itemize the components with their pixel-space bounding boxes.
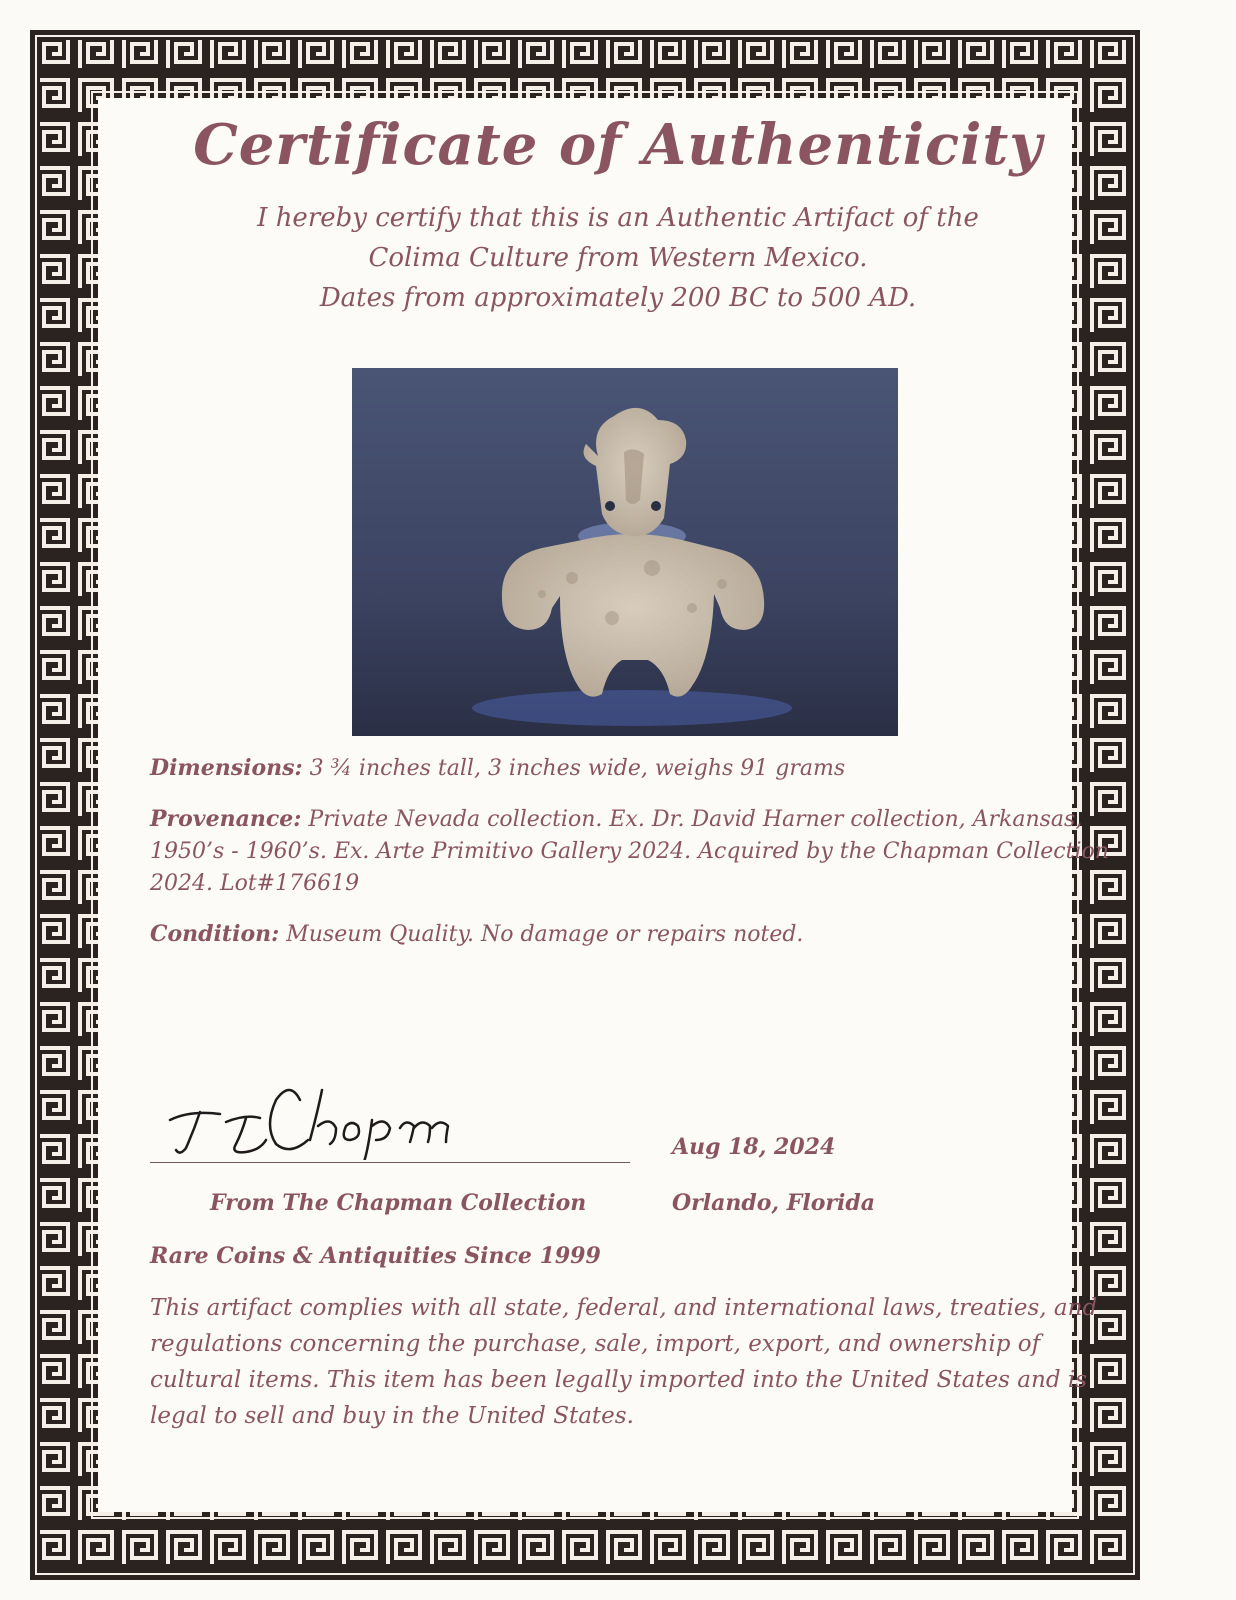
- dimensions-row: [150, 752, 1110, 785]
- statement-line: Dates from approximately 200 BC to 500 AD.: [319, 283, 917, 313]
- provenance-row: [150, 803, 1110, 900]
- collection-location: Orlando, Florida: [672, 1190, 875, 1216]
- provenance-label: Provenance:: [150, 806, 302, 832]
- collection-name: From The Chapman Collection: [210, 1190, 587, 1216]
- signature-line: [150, 1162, 630, 1163]
- collection-tagline: Rare Coins & Antiquities Since 1999: [150, 1243, 601, 1269]
- condition-row: [150, 918, 1110, 951]
- signature: [150, 1070, 630, 1160]
- artifact-details: [150, 752, 1110, 969]
- handwritten-signature: [150, 1070, 630, 1160]
- dimensions-value: 3 ¾ inches tall, 3 inches wide, weighs 91 grams: [302, 756, 846, 781]
- certificate-statement: [0, 198, 1236, 318]
- provenance-value: Private Nevada collection. Ex. Dr. David Harner collection, Arkansas, 1950’s - 1960’s. Ex. Arte Primitivo Gallery 2024. Acquired by the Chapman Collection 2024. Lot#176619: [150, 807, 1109, 896]
- condition-value: Museum Quality. No damage or repairs noted.: [279, 922, 804, 947]
- dimensions-label: Dimensions:: [150, 755, 303, 781]
- statement-line: Colima Culture from Western Mexico.: [368, 243, 868, 273]
- statement-line: I hereby certify that this is an Authentic Artifact of the: [257, 203, 979, 233]
- legal-compliance-text: This artifact complies with all state, federal, and international laws, treaties, and regulations concerning the purchase, sale, import, export, and ownership of cultural items. This item has been legally imported into the United States and is legal to sell and buy in the United States.: [150, 1295, 1098, 1429]
- colima-figure-image: [352, 368, 898, 736]
- artifact-photo: [352, 368, 898, 736]
- certificate-title: Certificate of Authenticity: [193, 112, 1043, 178]
- condition-label: Condition:: [150, 921, 280, 947]
- signature-date: Aug 18, 2024: [672, 1134, 836, 1160]
